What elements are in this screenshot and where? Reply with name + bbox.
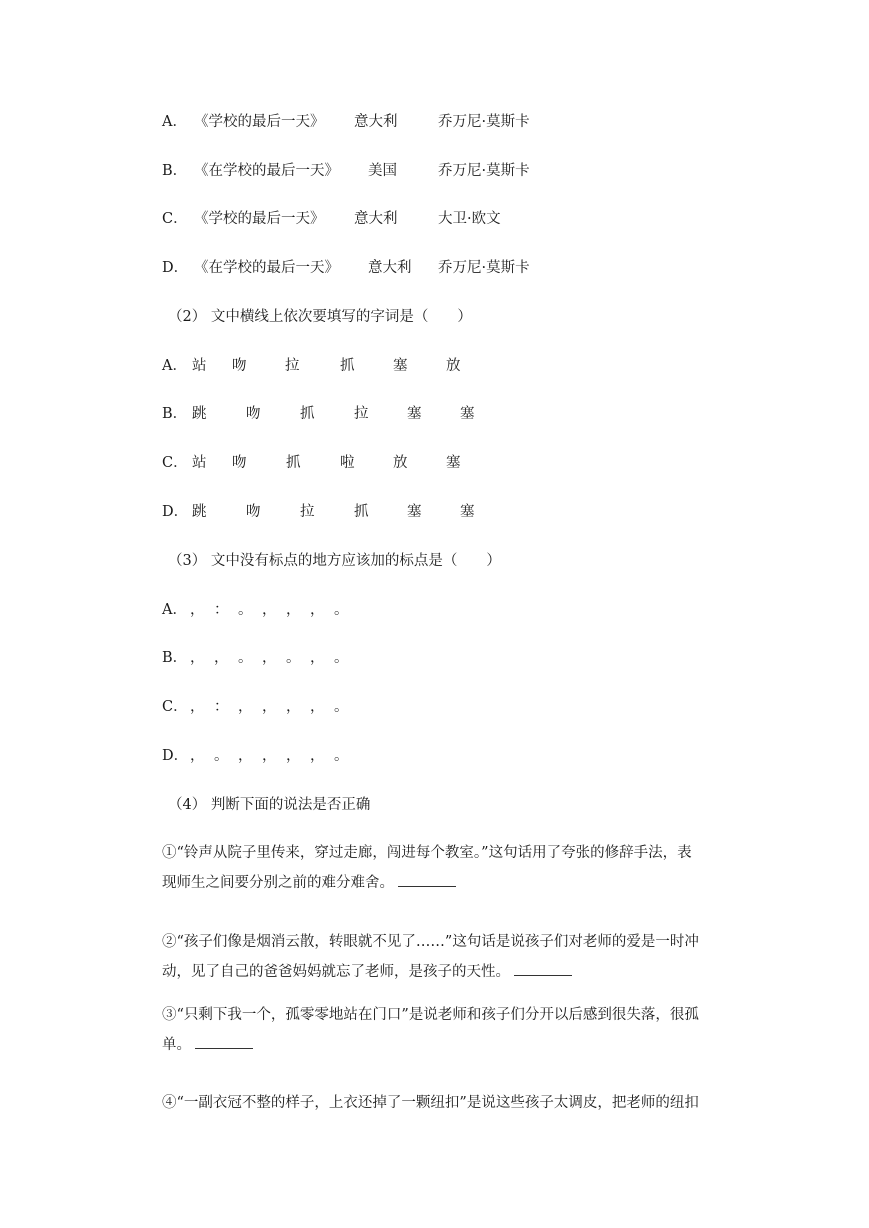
option-title: 《在学校的最后一天》 bbox=[194, 163, 339, 179]
option-author: 乔万尼·莫斯卡 bbox=[438, 163, 530, 179]
q4-item-line-cont bbox=[162, 961, 770, 982]
word: 放 bbox=[393, 455, 408, 471]
option-country: 美国 bbox=[368, 163, 397, 179]
option-letter: A． bbox=[162, 358, 187, 374]
word: 塞 bbox=[446, 455, 461, 471]
q4-item-2 bbox=[162, 932, 770, 982]
mark: ， bbox=[310, 748, 325, 764]
mark: ， bbox=[286, 699, 301, 715]
q4-item-line: ②“孩子们像是烟消云散，转眼就不见了……”这句话是说孩子们对老师的爱是一时冲 bbox=[162, 934, 699, 950]
option-letter: B． bbox=[162, 650, 188, 666]
word: 站 bbox=[192, 358, 207, 374]
option-country: 意大利 bbox=[354, 211, 398, 227]
mark: ， bbox=[286, 748, 301, 764]
option-country: 意大利 bbox=[368, 260, 412, 276]
q4-prompt: （4） 判断下面的说法是否正确 bbox=[168, 797, 371, 813]
mark: 。 bbox=[334, 699, 349, 715]
option-letter: A． bbox=[162, 602, 187, 618]
word: 塞 bbox=[407, 406, 422, 422]
option-title: 《在学校的最后一天》 bbox=[194, 260, 339, 276]
q3-prompt: （3） 文中没有标点的地方应该加的标点是（ ） bbox=[168, 553, 501, 569]
mark: 。 bbox=[334, 650, 349, 666]
word: 啦 bbox=[340, 455, 355, 471]
mark: ， bbox=[310, 699, 325, 715]
option-letter: D． bbox=[162, 260, 189, 276]
option-title: 《学校的最后一天》 bbox=[194, 211, 325, 227]
q4-item-line-cont bbox=[162, 1034, 770, 1055]
mark: ， bbox=[262, 650, 277, 666]
q4-item-1 bbox=[162, 843, 770, 893]
word: 抓 bbox=[340, 358, 355, 374]
mark: ， bbox=[214, 650, 229, 666]
option-author: 乔万尼·莫斯卡 bbox=[438, 114, 530, 130]
word: 拉 bbox=[300, 504, 315, 520]
option-country: 意大利 bbox=[354, 114, 398, 130]
mark: ， bbox=[310, 650, 325, 666]
mark: ： bbox=[214, 602, 229, 618]
word: 拉 bbox=[354, 406, 369, 422]
q4-item-text: 单。 bbox=[162, 1037, 191, 1053]
option-author: 乔万尼·莫斯卡 bbox=[438, 260, 530, 276]
q4-item-text: 动，见了自己的爸爸妈妈就忘了老师，是孩子的天性。 bbox=[162, 964, 510, 980]
option-letter: C． bbox=[162, 699, 188, 715]
word: 抓 bbox=[300, 406, 315, 422]
option-letter: D． bbox=[162, 504, 189, 520]
mark: 。 bbox=[238, 602, 253, 618]
mark: 。 bbox=[238, 650, 253, 666]
word: 跳 bbox=[192, 406, 207, 422]
q4-item-4 bbox=[162, 1093, 770, 1113]
option-author: 大卫·欧文 bbox=[438, 211, 501, 227]
q4-item-line: ③“只剩下我一个，孤零零地站在门口”是说老师和孩子们分开以后感到很失落，很孤 bbox=[162, 1007, 699, 1023]
mark: ， bbox=[262, 699, 277, 715]
mark: ， bbox=[190, 748, 205, 764]
word: 塞 bbox=[460, 504, 475, 520]
mark: ， bbox=[190, 602, 205, 618]
mark: 。 bbox=[334, 602, 349, 618]
q4-item-text: 现师生之间要分别之前的难分难舍。 bbox=[162, 875, 394, 891]
option-letter: C． bbox=[162, 455, 188, 471]
option-letter: B． bbox=[162, 163, 188, 179]
word: 塞 bbox=[407, 504, 422, 520]
q4-item-line: ①“铃声从院子里传来，穿过走廊，闯进每个教室。”这句话用了夸张的修辞手法，表 bbox=[162, 845, 692, 861]
word: 拉 bbox=[285, 358, 300, 374]
mark: ， bbox=[190, 699, 205, 715]
word: 跳 bbox=[192, 504, 207, 520]
mark: ， bbox=[262, 748, 277, 764]
q4-item-line-cont bbox=[162, 872, 770, 893]
mark: ， bbox=[310, 602, 325, 618]
mark: 。 bbox=[286, 650, 301, 666]
word: 吻 bbox=[246, 406, 261, 422]
word: 抓 bbox=[354, 504, 369, 520]
word: 吻 bbox=[232, 358, 247, 374]
mark: ， bbox=[262, 602, 277, 618]
word: 吻 bbox=[246, 504, 261, 520]
q4-item-line: ④“一副衣冠不整的样子，上衣还掉了一颗纽扣”是说这些孩子太调皮，把老师的纽扣 bbox=[162, 1095, 699, 1111]
word: 放 bbox=[446, 358, 461, 374]
word: 塞 bbox=[393, 358, 408, 374]
mark: 。 bbox=[214, 748, 229, 764]
answer-blank[interactable] bbox=[514, 961, 572, 976]
option-letter: A． bbox=[162, 114, 187, 130]
q2-prompt: （2） 文中横线上依次要填写的字词是（ ） bbox=[168, 309, 472, 325]
option-letter: B． bbox=[162, 406, 188, 422]
word: 吻 bbox=[232, 455, 247, 471]
option-letter: C． bbox=[162, 211, 188, 227]
word: 抓 bbox=[286, 455, 301, 471]
mark: ： bbox=[214, 699, 229, 715]
mark: ， bbox=[190, 650, 205, 666]
word: 塞 bbox=[460, 406, 475, 422]
mark: 。 bbox=[334, 748, 349, 764]
mark: ， bbox=[286, 602, 301, 618]
mark: ， bbox=[238, 699, 253, 715]
option-title: 《学校的最后一天》 bbox=[194, 114, 325, 130]
answer-blank[interactable] bbox=[195, 1034, 253, 1049]
q4-item-3 bbox=[162, 1005, 770, 1055]
mark: ， bbox=[238, 748, 253, 764]
option-letter: D． bbox=[162, 748, 189, 764]
answer-blank[interactable] bbox=[398, 872, 456, 887]
word: 站 bbox=[192, 455, 207, 471]
